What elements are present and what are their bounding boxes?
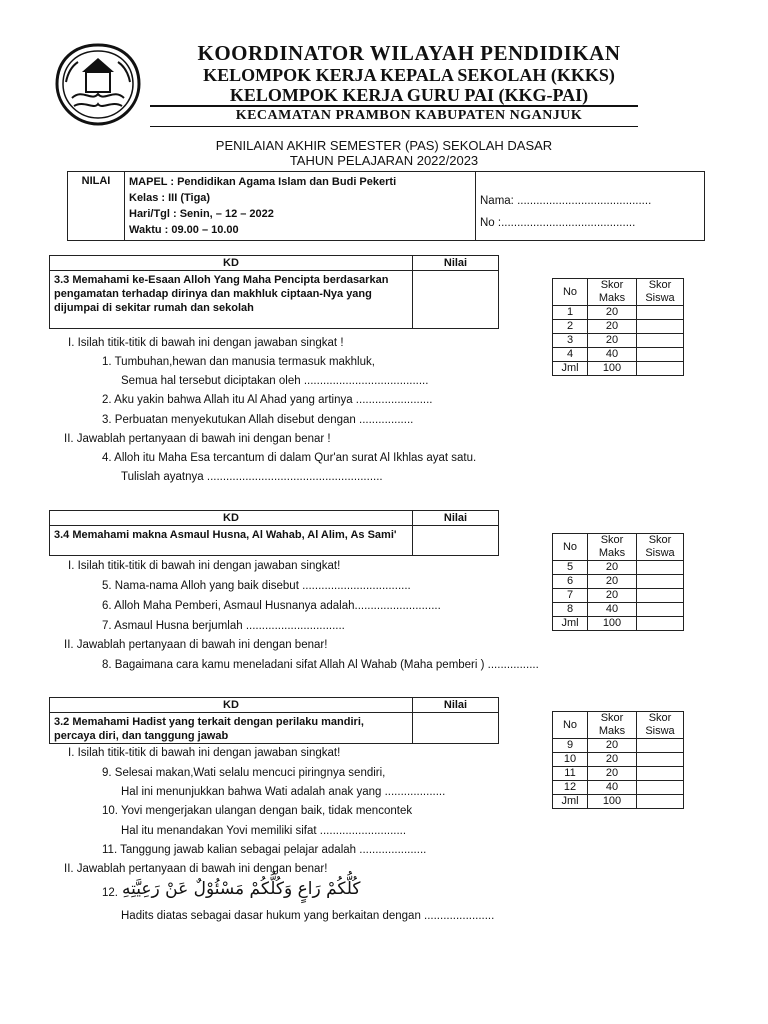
skor-maks-header: Skor Maks bbox=[588, 279, 637, 306]
score-siswa-cell[interactable] bbox=[637, 575, 684, 589]
question-9: 9. Selesai makan,Wati selalu mencuci piringnya sendiri, bbox=[102, 767, 386, 779]
no-header: No bbox=[553, 279, 588, 306]
score-maks: 20 bbox=[588, 575, 637, 589]
score-siswa-cell[interactable] bbox=[637, 561, 684, 575]
question-1: 1. Tumbuhan,hewan dan manusia termasuk makhluk, bbox=[102, 356, 375, 368]
nilai-header: Nilai bbox=[413, 511, 499, 526]
total-score: 100 bbox=[588, 617, 637, 631]
header-line1: KOORDINATOR WILAYAH PENDIDIKAN bbox=[197, 41, 621, 65]
kd-header: KD bbox=[50, 511, 413, 526]
kd-table-1 bbox=[49, 255, 499, 329]
score-maks: 20 bbox=[588, 320, 637, 334]
score-no: 1 bbox=[553, 306, 588, 320]
score-no: 7 bbox=[553, 589, 588, 603]
instruction-2: II. Jawablah pertanyaan di bawah ini dengan benar! bbox=[64, 639, 328, 651]
question-10-cont: Hal itu menandakan Yovi memiliki sifat ........................... bbox=[121, 825, 407, 837]
score-siswa-cell[interactable] bbox=[637, 306, 684, 320]
kd-description: 3.2 Memahami Hadist yang terkait dengan perilaku mandiri, percaya diri, dan tanggung jawab bbox=[50, 713, 413, 744]
question-4: 4. Alloh itu Maha Esa tercantum di dalam Qur'an surat Al Ikhlas ayat satu. bbox=[102, 452, 477, 464]
nilai-box[interactable] bbox=[413, 271, 499, 329]
jml-label: Jml bbox=[553, 795, 588, 809]
instruction-1: I. Isilah titik-titik di bawah ini dengan jawaban singkat! bbox=[68, 747, 341, 759]
hadith-arabic: كُلُّكُمْ رَاعٍ وَكُلُّكُمْ مَسْئُوْلٌ عَنْ رَعِيَّتِهِ bbox=[122, 879, 361, 899]
nilai-header: Nilai bbox=[413, 698, 499, 713]
jml-label: Jml bbox=[553, 617, 588, 631]
kd-header: KD bbox=[50, 256, 413, 271]
score-table-1 bbox=[552, 278, 684, 376]
kd-header: KD bbox=[50, 698, 413, 713]
score-no: 2 bbox=[553, 320, 588, 334]
question-12-text: Hadits diatas sebagai dasar hukum yang berkaitan dengan ...................... bbox=[121, 910, 495, 922]
instruction-1: I. Isilah titik-titik di bawah ini dengan jawaban singkat ! bbox=[68, 337, 344, 349]
question-10: 10. Yovi mengerjakan ulangan dengan baik, tidak mencontek bbox=[102, 805, 413, 817]
score-no: 6 bbox=[553, 575, 588, 589]
score-maks: 20 bbox=[588, 589, 637, 603]
info-table bbox=[67, 171, 705, 241]
score-siswa-cell[interactable] bbox=[637, 753, 684, 767]
nama-field[interactable]: Nama: .......................................... bbox=[480, 195, 652, 207]
score-no: 3 bbox=[553, 334, 588, 348]
skor-maks-header: Skor Maks bbox=[588, 534, 637, 561]
no-header: No bbox=[553, 712, 588, 739]
question-2: 2. Aku yakin bahwa Allah itu Al Ahad yang artinya ........................ bbox=[102, 394, 433, 406]
kd-table-3 bbox=[49, 697, 499, 744]
question-1-cont: Semua hal tersebut diciptakan oleh ....................................... bbox=[121, 375, 429, 387]
total-siswa-cell[interactable] bbox=[637, 795, 684, 809]
question-4-cont: Tulislah ayatnya ....................................................... bbox=[121, 471, 383, 483]
score-maks: 20 bbox=[588, 561, 637, 575]
question-3: 3. Perbuatan menyekutukan Allah disebut dengan ................. bbox=[102, 414, 414, 426]
score-siswa-cell[interactable] bbox=[637, 348, 684, 362]
nilai-label: NILAI bbox=[68, 172, 125, 241]
score-siswa-cell[interactable] bbox=[637, 320, 684, 334]
skor-siswa-header: Skor Siswa bbox=[637, 712, 684, 739]
jml-label: Jml bbox=[553, 362, 588, 376]
kd-description: 3.3 Memahami ke-Esaan Alloh Yang Maha Pencipta berdasarkan pengamatan terhadap dirinya dan makhluk ciptaan-Nya yang dijumpai di sekitar rumah dan sekolah bbox=[50, 271, 413, 329]
header-underline bbox=[150, 126, 638, 127]
school-year: TAHUN PELAJARAN 2022/2023 bbox=[289, 153, 479, 168]
score-no: 12 bbox=[553, 781, 588, 795]
student-info bbox=[476, 172, 705, 241]
subject-info bbox=[125, 172, 476, 241]
header-line2: KELOMPOK KERJA KEPALA SEKOLAH (KKKS) bbox=[203, 65, 615, 85]
instruction-2: II. Jawablah pertanyaan di bawah ini dengan benar! bbox=[64, 863, 328, 875]
question-12-number: 12. bbox=[102, 887, 118, 899]
question-5: 5. Nama-nama Alloh yang baik disebut .................................. bbox=[102, 580, 411, 592]
skor-maks-header: Skor Maks bbox=[588, 712, 637, 739]
score-siswa-cell[interactable] bbox=[637, 589, 684, 603]
total-score: 100 bbox=[588, 795, 637, 809]
skor-siswa-header: Skor Siswa bbox=[637, 279, 684, 306]
score-no: 8 bbox=[553, 603, 588, 617]
score-no: 10 bbox=[553, 753, 588, 767]
header-divider bbox=[150, 105, 638, 107]
instruction-1: I. Isilah titik-titik di bawah ini dengan jawaban singkat! bbox=[68, 560, 341, 572]
score-no: 11 bbox=[553, 767, 588, 781]
score-table-3 bbox=[552, 711, 684, 809]
score-maks: 40 bbox=[588, 348, 637, 362]
total-score: 100 bbox=[588, 362, 637, 376]
score-maks: 20 bbox=[588, 334, 637, 348]
nilai-header: Nilai bbox=[413, 256, 499, 271]
hari-field: Hari/Tgl : Senin, – 12 – 2022 bbox=[129, 208, 274, 220]
total-siswa-cell[interactable] bbox=[637, 617, 684, 631]
score-no: 9 bbox=[553, 739, 588, 753]
skor-siswa-header: Skor Siswa bbox=[637, 534, 684, 561]
score-maks: 20 bbox=[588, 753, 637, 767]
header-line4: KECAMATAN PRAMBON KABUPATEN NGANJUK bbox=[235, 108, 583, 123]
score-maks: 20 bbox=[588, 739, 637, 753]
score-siswa-cell[interactable] bbox=[637, 781, 684, 795]
score-table-2 bbox=[552, 533, 684, 631]
waktu-field: Waktu : 09.00 – 10.00 bbox=[129, 224, 239, 236]
no-header: No bbox=[553, 534, 588, 561]
exam-title: PENILAIAN AKHIR SEMESTER (PAS) SEKOLAH DASAR bbox=[215, 138, 553, 153]
kelas-field: Kelas : III (Tiga) bbox=[129, 192, 211, 204]
score-maks: 40 bbox=[588, 781, 637, 795]
kd-table-2 bbox=[49, 510, 499, 556]
instruction-2: II. Jawablah pertanyaan di bawah ini dengan benar ! bbox=[64, 433, 331, 445]
nilai-box[interactable] bbox=[413, 713, 499, 744]
kd-description: 3.4 Memahami makna Asmaul Husna, Al Wahab, Al Alim, As Sami' bbox=[50, 526, 413, 556]
score-maks: 40 bbox=[588, 603, 637, 617]
score-no: 4 bbox=[553, 348, 588, 362]
question-9-cont: Hal ini menunjukkan bahwa Wati adalah anak yang ................... bbox=[121, 786, 446, 798]
mapel-field: MAPEL : Pendidikan Agama Islam dan Budi Pekerti bbox=[129, 176, 397, 188]
total-siswa-cell[interactable] bbox=[637, 362, 684, 376]
score-no: 5 bbox=[553, 561, 588, 575]
question-7: 7. Asmaul Husna berjumlah ............................... bbox=[102, 620, 345, 632]
question-11: 11. Tanggung jawab kalian sebagai pelajar adalah ..................... bbox=[102, 844, 427, 856]
header-line3: KELOMPOK KERJA GURU PAI (KKG-PAI) bbox=[229, 85, 589, 105]
question-8: 8. Bagaimana cara kamu meneladani sifat Allah Al Wahab (Maha pemberi ) ................ bbox=[102, 659, 539, 671]
score-maks: 20 bbox=[588, 767, 637, 781]
score-maks: 20 bbox=[588, 306, 637, 320]
student-number-field[interactable]: No :.......................................... bbox=[480, 217, 636, 229]
nilai-box[interactable] bbox=[413, 526, 499, 556]
score-siswa-cell[interactable] bbox=[637, 767, 684, 781]
score-siswa-cell[interactable] bbox=[637, 603, 684, 617]
score-siswa-cell[interactable] bbox=[637, 739, 684, 753]
question-6: 6. Alloh Maha Pemberi, Asmaul Husnanya adalah........................... bbox=[102, 600, 441, 612]
score-siswa-cell[interactable] bbox=[637, 334, 684, 348]
